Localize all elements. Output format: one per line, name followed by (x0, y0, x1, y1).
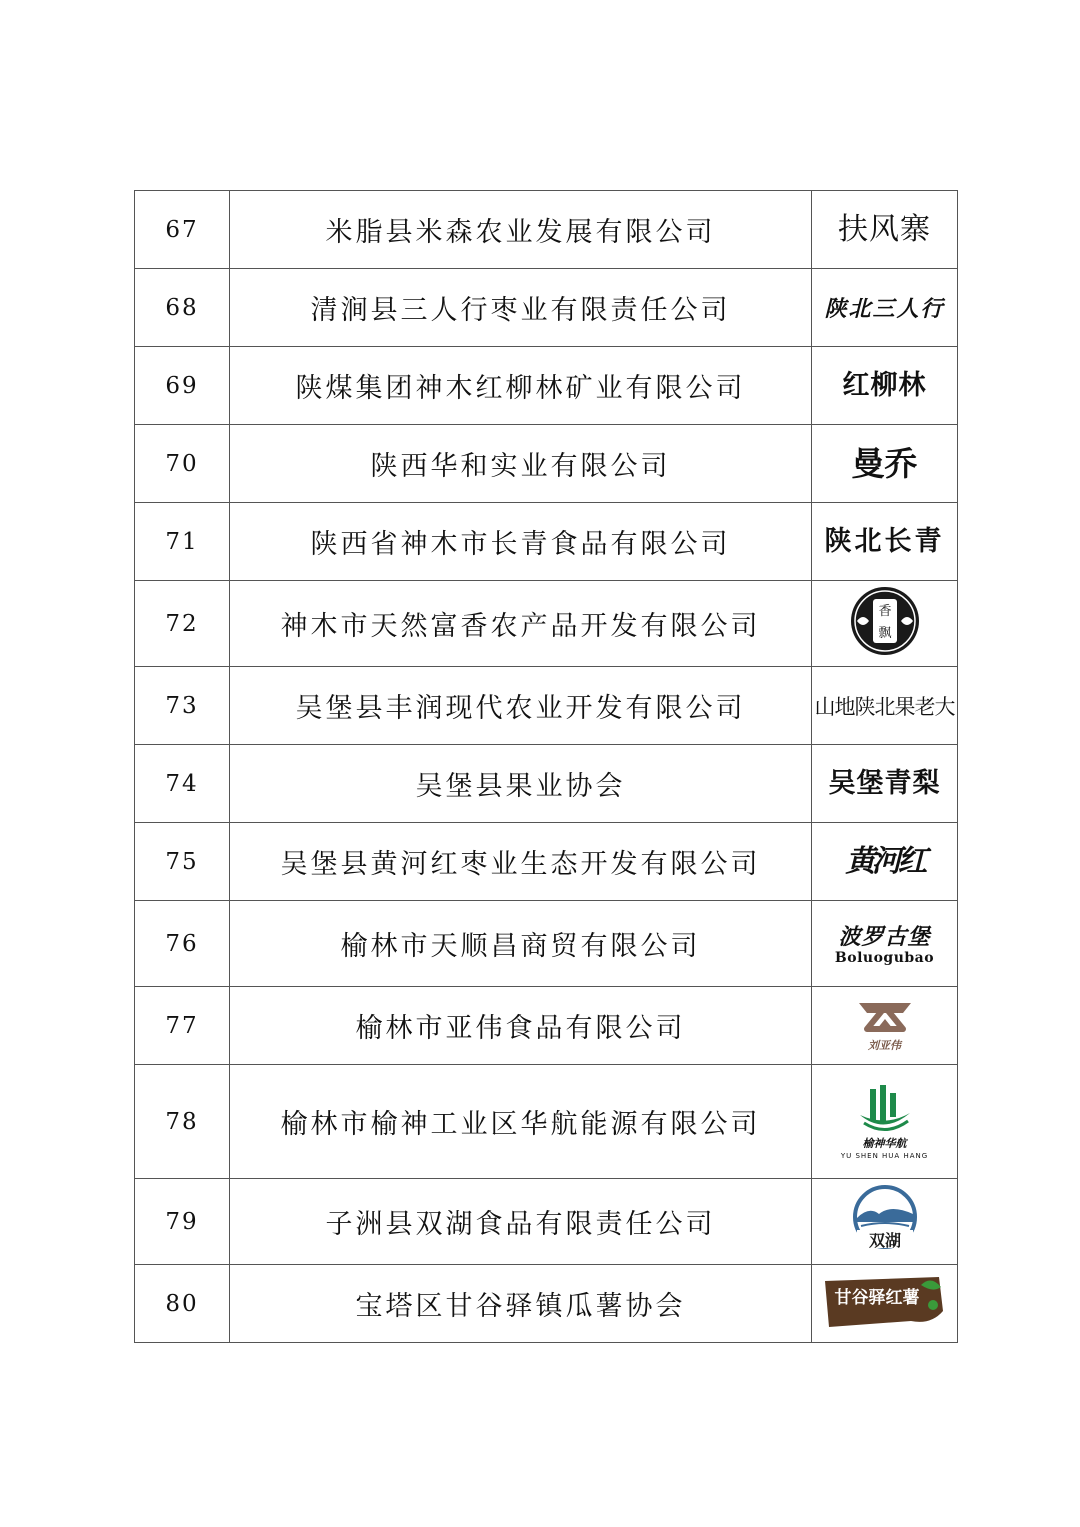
table-row (135, 581, 958, 667)
table-row (135, 1265, 958, 1343)
brand-logo (812, 987, 958, 1065)
company-name: 榆林市榆神工业区华航能源有限公司 (230, 1065, 812, 1179)
company-name: 子洲县双湖食品有限责任公司 (230, 1179, 812, 1265)
row-number: 70 (135, 425, 230, 503)
brand-logo-text: 榆神华航 (862, 1137, 907, 1150)
brand-logo-text: 刘亚伟 (868, 1038, 901, 1052)
brand-logo-text: 吴堡青梨 (828, 767, 941, 799)
brand-logo (812, 191, 958, 269)
company-name: 陕西华和实业有限公司 (230, 425, 812, 503)
company-name: 榆林市亚伟食品有限公司 (230, 987, 812, 1065)
brand-logo (812, 901, 958, 987)
brand-table (134, 190, 958, 1343)
brand-logo (812, 581, 958, 667)
table-row (135, 823, 958, 901)
brand-logo (812, 1065, 958, 1179)
brand-logo (812, 667, 958, 745)
row-number: 76 (135, 901, 230, 987)
table-row (135, 347, 958, 425)
brand-logo (812, 347, 958, 425)
table-row (135, 901, 958, 987)
row-number: 72 (135, 581, 230, 667)
liuyawei-emblem-icon (855, 999, 915, 1035)
brand-logo-text: 山地陕北果老大 (814, 694, 955, 719)
brand-logo (812, 823, 958, 901)
table-row (135, 987, 958, 1065)
company-name: 吴堡县黄河红枣业生态开发有限公司 (230, 823, 812, 901)
table-row (135, 425, 958, 503)
brand-logo-subtext: Boluogubao (834, 949, 935, 966)
row-number: 67 (135, 191, 230, 269)
table-row (135, 191, 958, 269)
shuanghu-emblem-icon (849, 1184, 921, 1254)
brand-logo-text: 扶风寨 (838, 211, 931, 247)
brand-logo (812, 1179, 958, 1265)
ganguyi-hongshu-emblem-icon (821, 1271, 949, 1331)
company-name: 陕西省神木市长青食品有限公司 (230, 503, 812, 581)
row-number: 74 (135, 745, 230, 823)
table-row (135, 1065, 958, 1179)
company-name: 清涧县三人行枣业有限责任公司 (230, 269, 812, 347)
company-name: 榆林市天顺昌商贸有限公司 (230, 901, 812, 987)
company-name: 神木市天然富香农产品开发有限公司 (230, 581, 812, 667)
company-name: 陕煤集团神木红柳林矿业有限公司 (230, 347, 812, 425)
brand-logo (812, 503, 958, 581)
svg-text:香: 香 (877, 603, 892, 619)
brand-logo-subtext: YU SHEN HUA HANG (840, 1152, 929, 1160)
table-row (135, 667, 958, 745)
shuanghu-logo-text: 双湖 (868, 1230, 901, 1250)
xiangpiao-seal-icon (849, 585, 921, 657)
brand-logo-text: 曼乔 (851, 443, 918, 483)
row-number: 73 (135, 667, 230, 745)
row-number: 71 (135, 503, 230, 581)
yushen-huahang-logo (841, 1083, 928, 1160)
company-name: 宝塔区甘谷驿镇瓜薯协会 (230, 1265, 812, 1343)
table-row (135, 269, 958, 347)
brand-logo (812, 1265, 958, 1343)
brand-logo (812, 269, 958, 347)
company-name: 吴堡县果业协会 (230, 745, 812, 823)
brand-logo-text: 陕北长青 (824, 525, 945, 557)
row-number: 78 (135, 1065, 230, 1179)
liuyawei-logo (855, 999, 915, 1053)
row-number: 68 (135, 269, 230, 347)
company-name: 米脂县米森农业发展有限公司 (230, 191, 812, 269)
row-number: 69 (135, 347, 230, 425)
brand-logo (812, 745, 958, 823)
table-row (135, 1179, 958, 1265)
brand-logo-text: 红柳林 (842, 369, 927, 401)
brand-logo-text: 黄河红 (845, 843, 924, 879)
ganguyi-logo-text: 甘谷驿红薯 (834, 1287, 919, 1308)
brand-logo-text: 陕北三人行 (824, 295, 945, 322)
table-row (135, 745, 958, 823)
svg-text:飘: 飘 (877, 625, 892, 641)
yushen-huahang-emblem-icon (854, 1083, 916, 1133)
boluogubao-logo (834, 923, 935, 966)
row-number: 77 (135, 987, 230, 1065)
table-row (135, 503, 958, 581)
brand-logo (812, 425, 958, 503)
row-number: 79 (135, 1179, 230, 1265)
row-number: 80 (135, 1265, 230, 1343)
brand-logo-text: 波罗古堡 (838, 923, 931, 950)
row-number: 75 (135, 823, 230, 901)
company-name: 吴堡县丰润现代农业开发有限公司 (230, 667, 812, 745)
